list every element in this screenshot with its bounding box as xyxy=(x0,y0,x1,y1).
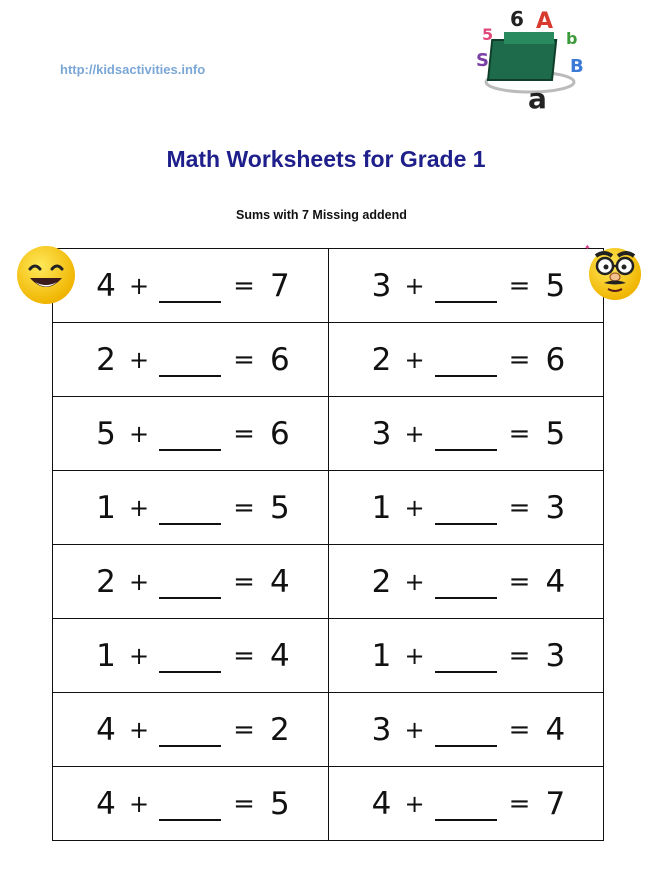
missing-addend-blank[interactable] xyxy=(159,279,221,303)
first-addend: 2 xyxy=(371,563,392,600)
problem-cell xyxy=(53,767,329,841)
plus-sign: + xyxy=(404,271,425,300)
addition-problem xyxy=(53,693,328,766)
worksheet-subtitle: Sums with 7 Missing addend xyxy=(236,208,407,222)
equals-sign: = xyxy=(508,492,531,523)
first-addend: 4 xyxy=(96,785,116,822)
plus-sign: + xyxy=(404,789,425,818)
addition-problem xyxy=(329,545,604,618)
svg-text:B: B xyxy=(570,56,584,77)
table-row xyxy=(53,397,604,471)
addition-problem xyxy=(53,397,328,470)
addition-problem xyxy=(53,619,328,692)
first-addend: 1 xyxy=(96,489,116,526)
plus-sign: + xyxy=(404,641,425,670)
plus-sign: + xyxy=(129,641,150,670)
equals-sign: = xyxy=(233,714,255,745)
equals-sign: = xyxy=(508,418,531,449)
missing-addend-blank[interactable] xyxy=(435,649,497,673)
plus-sign: + xyxy=(404,345,425,374)
sum-value: 5 xyxy=(545,267,566,304)
missing-addend-blank[interactable] xyxy=(159,501,221,525)
equals-sign: = xyxy=(233,492,255,523)
first-addend: 3 xyxy=(371,267,392,304)
first-addend: 4 xyxy=(371,785,392,822)
sum-value: 5 xyxy=(270,489,290,526)
equals-sign: = xyxy=(233,270,255,301)
svg-text:b: b xyxy=(566,29,578,48)
equals-sign: = xyxy=(508,788,531,819)
addition-problem xyxy=(53,471,328,544)
addition-problem xyxy=(329,249,604,322)
plus-sign: + xyxy=(129,567,150,596)
missing-addend-blank[interactable] xyxy=(435,501,497,525)
table-row xyxy=(53,545,604,619)
problem-cell xyxy=(328,323,604,397)
missing-addend-blank[interactable] xyxy=(159,723,221,747)
table-row xyxy=(53,767,604,841)
svg-text:✦: ✦ xyxy=(584,243,591,252)
problem-cell xyxy=(328,545,604,619)
svg-text:S: S xyxy=(476,50,489,71)
plus-sign: + xyxy=(129,789,150,818)
addition-problem xyxy=(329,397,604,470)
plus-sign: + xyxy=(129,271,150,300)
page-title: Math Worksheets for Grade 1 xyxy=(166,146,486,172)
first-addend: 2 xyxy=(96,563,116,600)
equals-sign: = xyxy=(508,566,531,597)
sum-value: 4 xyxy=(545,563,566,600)
equals-sign: = xyxy=(233,566,255,597)
table-row xyxy=(53,323,604,397)
problem-cell xyxy=(53,397,329,471)
svg-text:a: a xyxy=(528,82,547,110)
equals-sign: = xyxy=(508,270,531,301)
sum-value: 5 xyxy=(270,785,290,822)
problem-cell xyxy=(53,693,329,767)
sum-value: 6 xyxy=(270,341,290,378)
problem-cell xyxy=(53,323,329,397)
missing-addend-blank[interactable] xyxy=(435,279,497,303)
first-addend: 5 xyxy=(96,415,116,452)
missing-addend-blank[interactable] xyxy=(159,427,221,451)
problem-cell xyxy=(328,619,604,693)
problem-cell xyxy=(53,249,329,323)
equals-sign: = xyxy=(508,714,531,745)
equals-sign: = xyxy=(233,344,255,375)
equals-sign: = xyxy=(508,640,531,671)
missing-addend-blank[interactable] xyxy=(435,353,497,377)
sum-value: 7 xyxy=(270,267,290,304)
first-addend: 3 xyxy=(371,415,392,452)
first-addend: 4 xyxy=(96,711,116,748)
first-addend: 4 xyxy=(96,267,116,304)
missing-addend-blank[interactable] xyxy=(435,427,497,451)
problem-cell xyxy=(328,767,604,841)
missing-addend-blank[interactable] xyxy=(159,649,221,673)
first-addend: 1 xyxy=(371,489,392,526)
problem-cell xyxy=(328,471,604,545)
plus-sign: + xyxy=(129,345,150,374)
sum-value: 6 xyxy=(545,341,566,378)
table-row xyxy=(53,619,604,693)
addition-problem xyxy=(329,767,604,840)
plus-sign: + xyxy=(404,715,425,744)
table-row xyxy=(53,471,604,545)
table-row xyxy=(53,249,604,323)
svg-text:5: 5 xyxy=(482,25,494,44)
problem-cell xyxy=(328,249,604,323)
addition-problem xyxy=(329,323,604,396)
sum-value: 4 xyxy=(545,711,566,748)
first-addend: 3 xyxy=(371,711,392,748)
sum-value: 7 xyxy=(545,785,566,822)
first-addend: 2 xyxy=(96,341,116,378)
first-addend: 2 xyxy=(371,341,392,378)
plus-sign: + xyxy=(129,493,150,522)
glasses-face-icon xyxy=(582,242,644,302)
svg-text:6: 6 xyxy=(510,7,524,31)
problem-cell xyxy=(328,693,604,767)
equals-sign: = xyxy=(233,640,255,671)
svg-text:A: A xyxy=(536,9,554,34)
addition-problem xyxy=(53,323,328,396)
plus-sign: + xyxy=(129,715,150,744)
missing-addend-blank[interactable] xyxy=(159,797,221,821)
problem-cell xyxy=(328,397,604,471)
addition-problem xyxy=(329,471,604,544)
plus-sign: + xyxy=(129,419,150,448)
problem-cell xyxy=(53,545,329,619)
sum-value: 6 xyxy=(270,415,290,452)
addition-problem xyxy=(329,693,604,766)
sum-value: 4 xyxy=(270,637,290,674)
first-addend: 1 xyxy=(371,637,392,674)
alphabet-blocks-logo xyxy=(470,4,586,110)
missing-addend-blank[interactable] xyxy=(435,723,497,747)
equals-sign: = xyxy=(508,344,531,375)
first-addend: 1 xyxy=(96,637,116,674)
missing-addend-blank[interactable] xyxy=(435,797,497,821)
equals-sign: = xyxy=(233,788,255,819)
sum-value: 3 xyxy=(545,489,566,526)
missing-addend-blank[interactable] xyxy=(159,353,221,377)
sum-value: 5 xyxy=(545,415,566,452)
addition-problem xyxy=(53,767,328,840)
problem-cell xyxy=(53,619,329,693)
problem-cell xyxy=(53,471,329,545)
table-row xyxy=(53,693,604,767)
equals-sign: = xyxy=(233,418,255,449)
sum-value: 2 xyxy=(270,711,290,748)
addition-problem xyxy=(53,545,328,618)
missing-addend-blank[interactable] xyxy=(435,575,497,599)
site-url[interactable]: http://kidsactivities.info xyxy=(60,62,206,77)
sum-value: 3 xyxy=(545,637,566,674)
plus-sign: + xyxy=(404,419,425,448)
smiling-face-icon xyxy=(15,244,77,306)
plus-sign: + xyxy=(404,493,425,522)
addition-problem xyxy=(329,619,604,692)
problem-grid xyxy=(52,248,604,841)
missing-addend-blank[interactable] xyxy=(159,575,221,599)
addition-problem xyxy=(53,249,328,322)
sum-value: 4 xyxy=(270,563,290,600)
plus-sign: + xyxy=(404,567,425,596)
